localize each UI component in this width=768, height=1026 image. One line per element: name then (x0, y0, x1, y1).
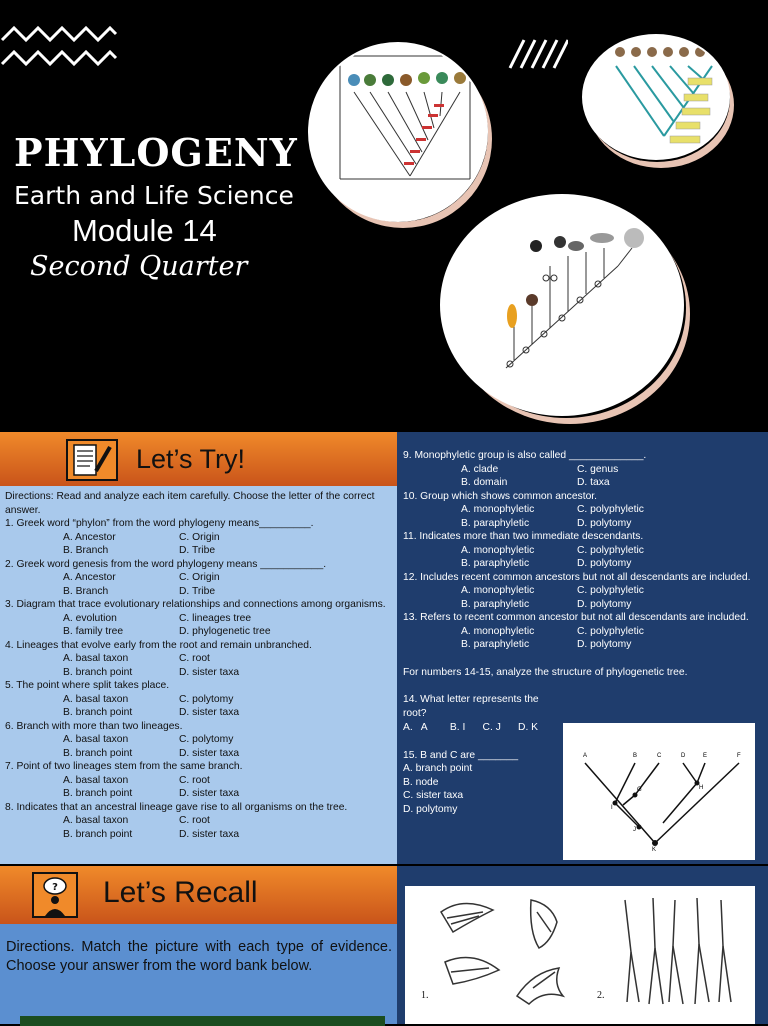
answer-option: D. polytomy (577, 517, 632, 529)
answer-option: C. polyphyletic (577, 544, 644, 556)
question-text: 9. Monophyletic group is also called _____________. (403, 450, 647, 461)
answer-options-row (5, 747, 393, 761)
answer-option: A. Ancestor (63, 531, 116, 543)
answer-option: C. polytomy (179, 693, 234, 705)
question-text: 6. Branch with more than two lineages. (5, 720, 183, 732)
answer-option: B. paraphyletic (461, 598, 530, 610)
answer-option: B. Branch (63, 585, 109, 597)
thinking-person-icon (32, 872, 78, 918)
tetrapod-cladogram-image (582, 34, 730, 160)
answer-options-row (403, 517, 763, 531)
answer-options-row (403, 476, 763, 490)
answer-options-row (5, 774, 393, 788)
answer-option: B. domain (461, 477, 508, 488)
answer-options-row (403, 584, 763, 598)
answer-options-row (403, 638, 763, 652)
answer-option: B. paraphyletic (461, 558, 530, 569)
answer-option: C. root (179, 653, 210, 664)
answer-option: C. root (179, 774, 210, 786)
module-label: Module 14 (72, 213, 217, 248)
answer-option: D. sister taxa (179, 828, 240, 840)
answer-option: D. sister taxa (179, 707, 240, 718)
word-bank-box (20, 1016, 385, 1026)
figure-label-2: 2. (597, 990, 605, 1001)
question-text: 2. Greek word genesis from the word phylogeny means ___________. (5, 558, 327, 570)
answer-option: B. branch point (63, 707, 133, 718)
subtitle: Earth and Life Science (14, 181, 294, 210)
question-text: 3. Diagram that trace evolutionary relationships and connections among organisms. (5, 599, 386, 610)
arthropod-tree-image (440, 194, 684, 416)
tree-label-g: G (637, 787, 642, 793)
question-14: 14. What letter represents the root? (403, 694, 539, 719)
answer-options-row (403, 544, 763, 558)
limb-bones-figure (611, 892, 741, 1018)
question-text: 4. Lineages that evolve early from the root and remain unbranched. (5, 639, 312, 651)
answer-options-row (5, 625, 393, 639)
answer-option: A. basal taxon (63, 734, 129, 745)
answer-option: A. basal taxon (63, 815, 129, 826)
wing-structures-figure (433, 892, 583, 1018)
answer-option: B. paraphyletic (461, 517, 530, 529)
phylogenetic-tree-figure (563, 723, 755, 860)
svg-text:?: ? (52, 882, 58, 893)
answer-option: D. polytomy (577, 639, 632, 650)
answer-option: D. Tribe (179, 545, 216, 556)
tree-label-k: K (652, 847, 657, 853)
question-15-option: B. node (403, 776, 439, 788)
answer-options-row (403, 557, 763, 571)
answer-option: C. polyphyletic (577, 585, 644, 596)
tree-label-a: A (583, 753, 588, 759)
answer-option: D. phylogenetic tree (179, 626, 271, 637)
answer-option: A. basal taxon (63, 653, 129, 664)
answer-option: A. basal taxon (63, 693, 129, 705)
answer-option: A. monophyletic (461, 504, 535, 515)
slash-decoration (508, 38, 568, 70)
answer-option: C. root (179, 815, 210, 826)
answer-option: A. evolution (63, 612, 117, 624)
tree-label-j: J (633, 827, 636, 833)
question-text: 7. Point of two lineages stem from the same branch. (5, 761, 243, 772)
lets-try-questions (5, 490, 393, 841)
answer-option: A. Ancestor (63, 572, 116, 583)
vertebrate-cladogram-image (308, 42, 488, 222)
question-text: 10. Group which shows common ancestor. (403, 490, 598, 502)
question-15-option: C. sister taxa (403, 790, 464, 801)
answer-options-row (5, 787, 393, 801)
figure-label-1: 1. (421, 990, 429, 1001)
question-15: 15. B and C are _______ (403, 749, 519, 761)
page-title: PHYLOGENY (14, 130, 298, 175)
lets-try-title: Let’s Try! (136, 444, 246, 474)
answer-options-row (5, 814, 393, 828)
answer-options-row (403, 463, 763, 477)
tree-label-i: I (611, 805, 613, 811)
zigzag-decoration-2 (0, 46, 118, 68)
tree-label-h: H (699, 785, 704, 791)
answer-option: A. monophyletic (461, 585, 535, 596)
answer-options-row (5, 531, 393, 545)
answer-option: D. sister taxa (179, 788, 240, 799)
question-text: 13. Refers to recent common ancestor but not all descendants are included. (403, 612, 749, 623)
answer-options-row (5, 585, 393, 599)
answer-option: A. basal taxon (63, 774, 129, 786)
answer-options-row (5, 706, 393, 720)
lets-try-item-list (5, 517, 393, 841)
tree-label-d: D (681, 753, 686, 759)
question-text: 11. Indicates more than two immediate descendants. (403, 531, 644, 542)
answer-option: A. clade (461, 463, 499, 475)
answer-option: A. monophyletic (461, 544, 535, 556)
lets-recall-directions: Directions. Match the picture with each type of evidence. Choose your answer from the word bank below. (6, 939, 392, 974)
tree-label-e: E (703, 753, 708, 759)
answer-option: D. sister taxa (179, 666, 240, 678)
answer-option: D. polytomy (577, 598, 632, 610)
lets-try-directions: Directions: Read and analyze each item carefully. Choose the letter of the correct answer. (5, 491, 375, 516)
answer-option: D. taxa (577, 477, 610, 488)
question-text: 5. The point where split takes place. (5, 680, 170, 691)
worksheet-pencil-icon (66, 439, 118, 481)
answer-options-row (5, 693, 393, 707)
lets-recall-title: Let’s Recall (103, 876, 258, 909)
answer-options-row (5, 828, 393, 842)
answer-option: A. monophyletic (461, 625, 535, 637)
answer-option: B. branch point (63, 666, 133, 678)
tree-label-c: C (657, 753, 662, 759)
answer-option: B. family tree (63, 626, 124, 637)
answer-option: D. Tribe (179, 585, 216, 597)
answer-option: B. branch point (63, 828, 133, 840)
answer-option: B. branch point (63, 747, 133, 759)
answer-option: C. polytomy (179, 734, 234, 745)
answer-options-row (5, 666, 393, 680)
answer-options-row (5, 733, 393, 747)
answer-options-row (403, 598, 763, 612)
zigzag-decoration-1 (0, 22, 118, 44)
answer-option: B. branch point (63, 788, 133, 799)
answer-options-row (403, 625, 763, 639)
answer-option: D. sister taxa (179, 747, 240, 759)
question-list (403, 449, 763, 652)
question-text: 1. Greek word “phylon” from the word phylogeny means_________. (5, 518, 314, 529)
tree-label-b: B (633, 753, 638, 759)
answer-option: C. genus (577, 463, 619, 475)
question-15-option: D. polytomy (403, 803, 458, 815)
answer-option: D. polytomy (577, 558, 632, 569)
answer-option: C. lineages tree (179, 612, 252, 624)
answer-options-row (5, 571, 393, 585)
answer-options-row (5, 544, 393, 558)
question-14-options: A. A B. I C. J D. K (403, 722, 539, 733)
answer-option: C. polyphyletic (577, 504, 644, 515)
question-text: 8. Indicates that an ancestral lineage gave rise to all organisms on the tree. (5, 801, 348, 813)
tree-label-f: F (737, 753, 741, 759)
answer-option: B. paraphyletic (461, 639, 530, 650)
answer-option: C. Origin (179, 531, 220, 543)
answer-options-row (5, 612, 393, 626)
quarter-label: Second Quarter (30, 251, 248, 282)
answer-options-row (5, 652, 393, 666)
question-15-option: A. branch point (403, 763, 473, 774)
answer-options-row (403, 503, 763, 517)
instruction-14-15: For numbers 14-15, analyze the structure of phylogenetic tree. (403, 666, 688, 678)
evidence-figures (405, 886, 755, 1024)
answer-option: C. Origin (179, 572, 220, 583)
answer-option: C. polyphyletic (577, 625, 644, 637)
answer-option: B. Branch (63, 545, 109, 556)
question-text: 12. Includes recent common ancestors but not all descendants are included. (403, 571, 751, 583)
